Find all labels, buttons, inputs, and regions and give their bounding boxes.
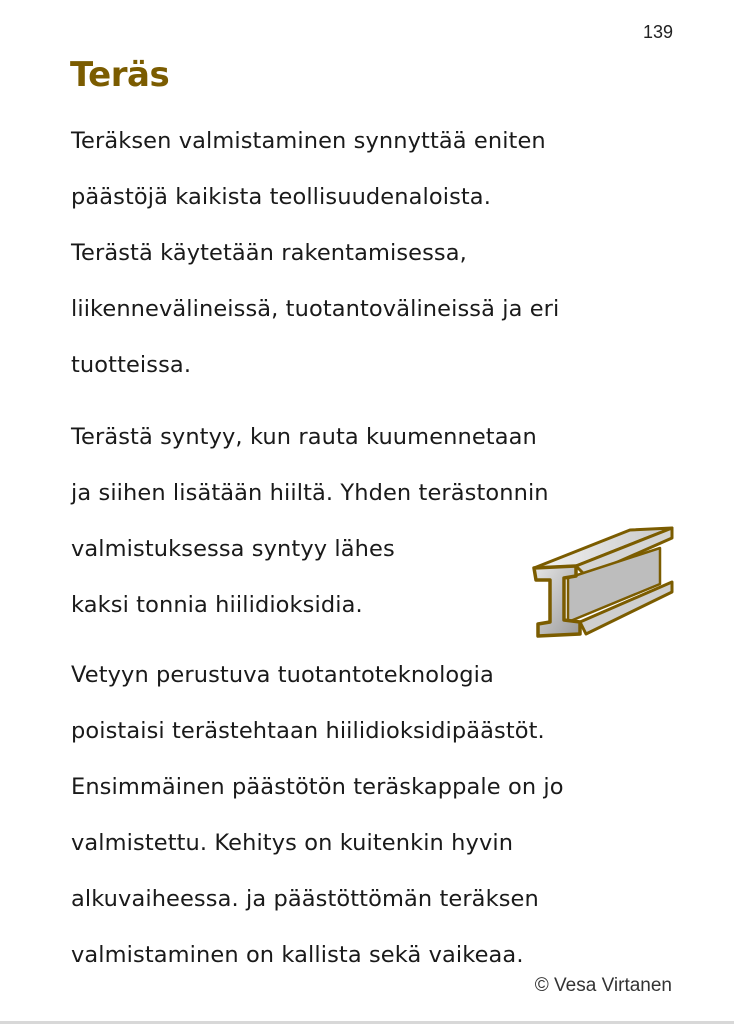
paragraph-3 <box>71 647 694 983</box>
paragraph-line: alkuvaiheessa. ja päästöttömän teräksen <box>71 886 539 912</box>
paragraph-line: valmistaminen on kallista sekä vaikeaa. <box>71 942 524 968</box>
paragraph-line: tuotteissa. <box>71 352 192 378</box>
paragraph-line: valmistettu. Kehitys on kuitenkin hyvin <box>71 830 514 856</box>
steel-i-beam-icon <box>530 524 676 639</box>
paragraph-line: Vetyyn perustuva tuotantoteknologia <box>71 662 494 688</box>
paragraph-line: valmistuksessa syntyy lähes <box>71 536 395 562</box>
paragraph-line: poistaisi terästehtaan hiilidioksidipäästöt. <box>71 718 545 744</box>
page-title: Teräs <box>70 55 170 95</box>
paragraph-line: kaksi tonnia hiilidioksidia. <box>71 592 363 618</box>
paragraph-line: Terästä syntyy, kun rauta kuumennetaan <box>71 424 537 450</box>
paragraph-line: ja siihen lisätään hiiltä. Yhden terästonnin <box>71 480 549 506</box>
copyright-notice: © Vesa Virtanen <box>534 975 672 996</box>
paragraph-line: päästöjä kaikista teollisuudenaloista. <box>71 184 491 210</box>
paragraph-1 <box>71 113 694 393</box>
paragraph-line: Terästä käytetään rakentamisessa, <box>71 240 467 266</box>
page-number: 139 <box>642 22 673 42</box>
paragraph-line: Teräksen valmistaminen synnyttää eniten <box>71 128 546 154</box>
paragraph-line: Ensimmäinen päästötön teräskappale on jo <box>71 774 564 800</box>
paragraph-line: liikennevälineissä, tuotantovälineissä ja eri <box>71 296 560 322</box>
